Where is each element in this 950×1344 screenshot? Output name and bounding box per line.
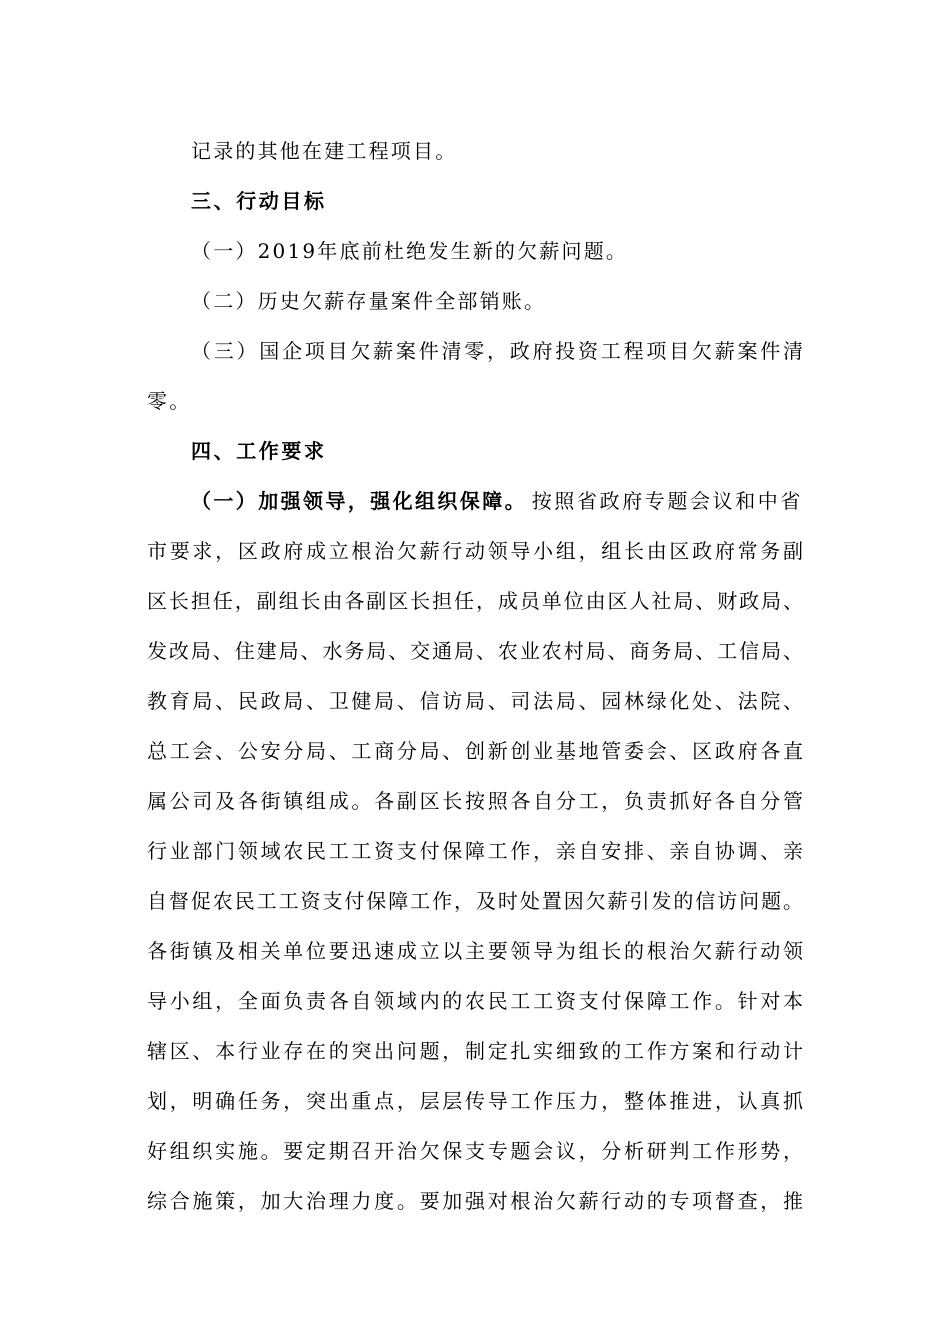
text-line: 发改局、住建局、水务局、交通局、农业农村局、商务局、工信局、 <box>147 639 803 663</box>
text-line: 记录的其他在建工程项目。 <box>191 139 458 163</box>
text-line: 好组织实施。要定期召开治欠保支专题会议，分析研判工作形势， <box>147 1139 803 1163</box>
text-line: 综合施策，加大治理力度。要加强对根治欠薪行动的专项督查，推 <box>147 1189 803 1213</box>
text-line: 划，明确任务，突出重点，层层传导工作压力，整体推进，认真抓 <box>147 1089 803 1113</box>
text-line: 属公司及各街镇组成。各副区长按照各自分工，负责抓好各自分管 <box>147 789 803 813</box>
list-item: （三）国企项目欠薪案件清零，政府投资工程项目欠薪案件清 <box>191 339 803 363</box>
text-line: 市要求，区政府成立根治欠薪行动领导小组，组长由区政府常务副 <box>147 539 803 563</box>
paragraph-text: 按照省政府专题会议和中省 <box>531 489 803 513</box>
section-heading: 三、行动目标 <box>191 189 327 213</box>
text-line: 导小组，全面负责各自领域内的农民工工资支付保障工作。针对本 <box>147 989 803 1013</box>
text-line: 教育局、民政局、卫健局、信访局、司法局、园林绿化处、法院、 <box>147 689 803 713</box>
text-line: 各街镇及相关单位要迅速成立以主要领导为组长的根治欠薪行动领 <box>147 939 803 963</box>
paragraph-first-line <box>191 487 803 515</box>
text-line: 总工会、公安分局、工商分局、创新创业基地管委会、区政府各直 <box>147 739 803 763</box>
list-item: （二）历史欠薪存量案件全部销账。 <box>191 289 547 313</box>
list-item: （一）2019年底前杜绝发生新的欠薪问题。 <box>191 239 629 263</box>
text-line: 自督促农民工工资支付保障工作，及时处置因欠薪引发的信访问题。 <box>147 889 803 913</box>
text-line: 区长担任，副组长由各副区长担任，成员单位由区人社局、财政局、 <box>147 589 803 613</box>
text-line: 行业部门领域农民工工资支付保障工作，亲自安排、亲自协调、亲 <box>147 839 803 863</box>
section-heading: 四、工作要求 <box>191 439 327 463</box>
text-line: 零。 <box>147 389 192 413</box>
text-line: 辖区、本行业存在的突出问题，制定扎实细致的工作方案和行动计 <box>147 1039 803 1063</box>
paragraph-lead: （一）加强领导，强化组织保障。 <box>191 489 527 513</box>
